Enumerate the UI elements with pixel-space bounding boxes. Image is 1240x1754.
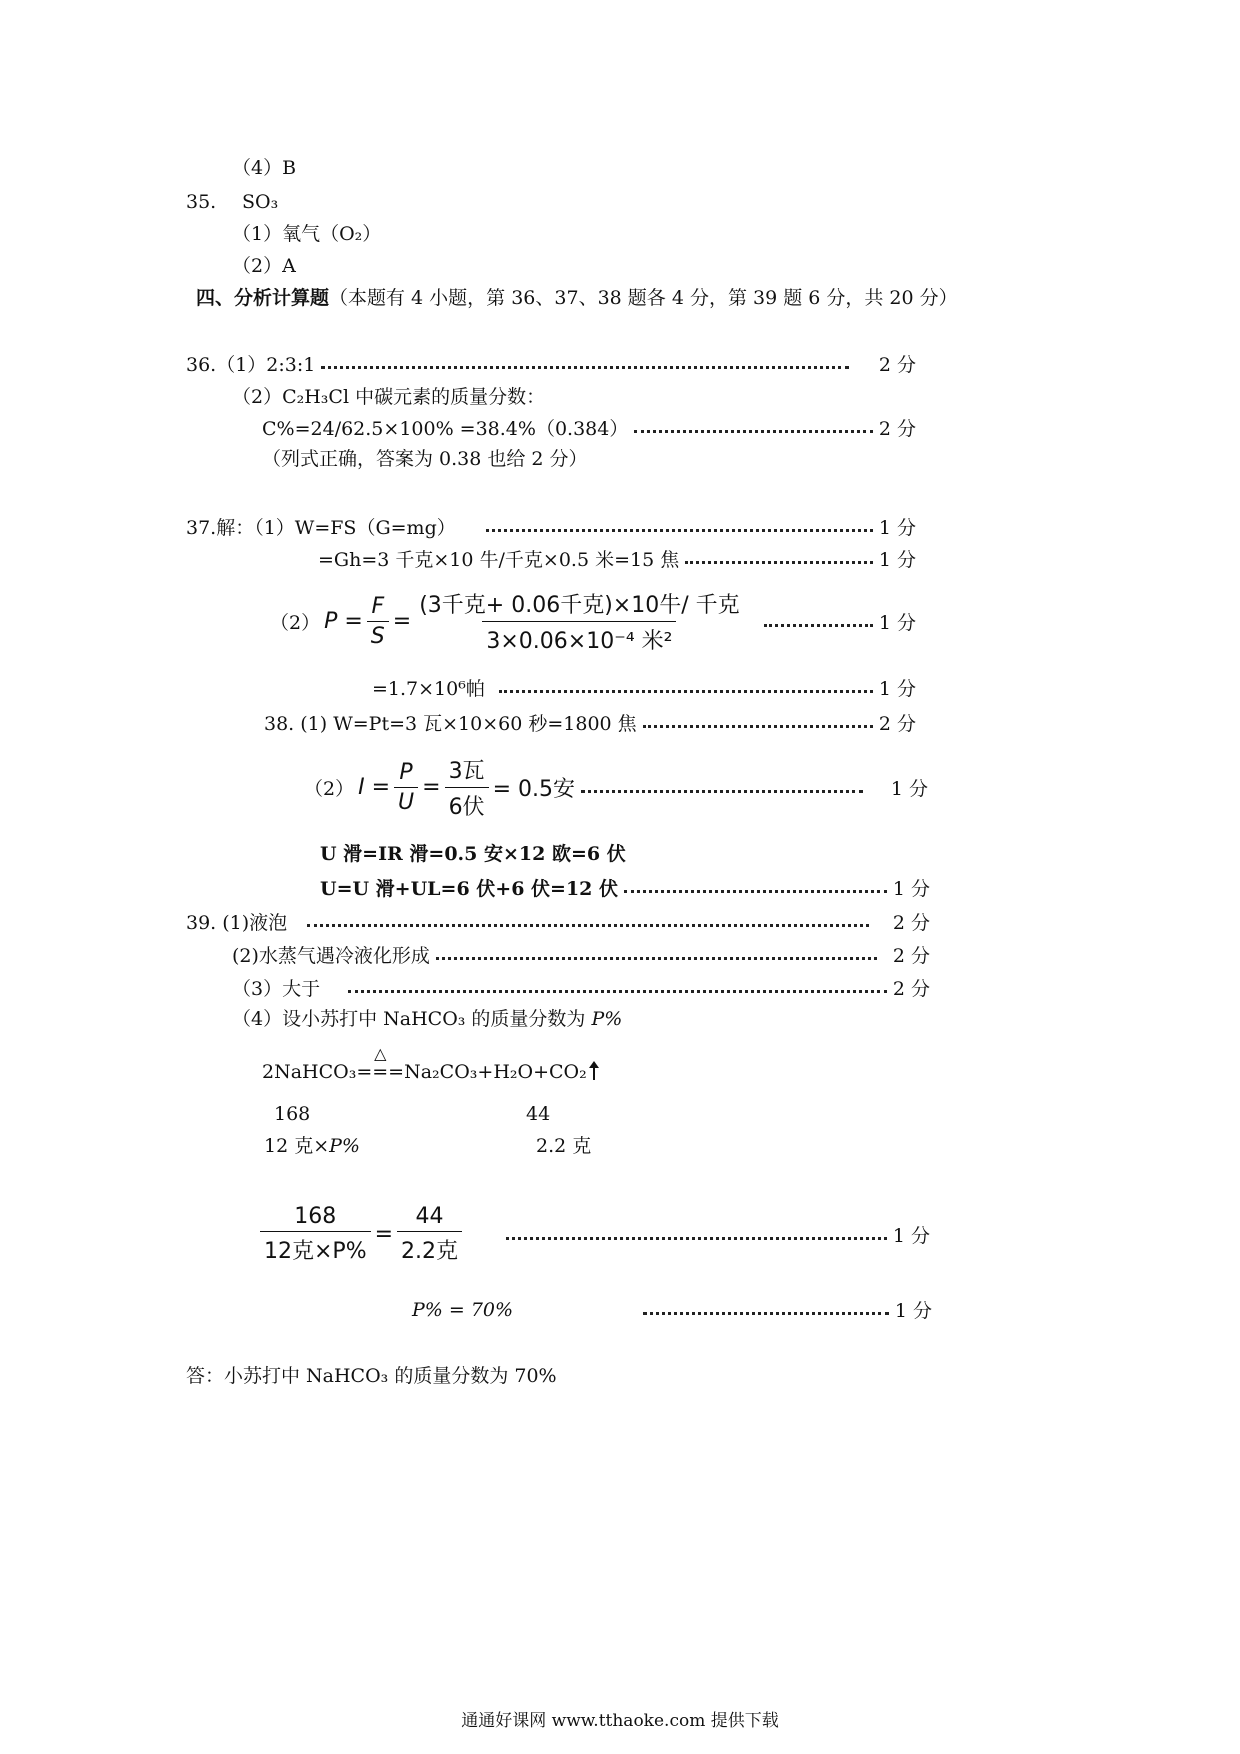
q37-line1 [186,513,916,540]
leader-dots [486,529,873,532]
leader-dots [499,690,873,693]
equation-products: Na₂CO₃+H₂O+CO₂ [404,1061,587,1083]
q36-part2: （2）C₂H₃Cl 中碳元素的质量分数： [232,386,546,408]
q39-part1: 39. (1)液泡 [186,912,288,934]
leader-dots [643,725,873,728]
q39-result: P% = 70% [412,1298,514,1321]
q39-part2-score: 2 分 [892,945,930,967]
q39-line1 [186,908,930,935]
q38-current-formula [304,754,928,821]
q36-line1 [186,350,916,377]
q38-line3: U 滑=IR 滑=0.5 安×12 欧=6 伏 [320,843,626,865]
q39-proportion [256,1204,930,1265]
q39-frac2-den: 2.2克 [397,1231,462,1265]
q39-part3-score: 2 分 [892,978,930,1000]
q37-p2-label: （2） [270,612,321,634]
q36-note: （列式正确，答案为 0.38 也给 2 分） [262,448,588,470]
leader-dots [643,1312,889,1315]
leader-dots [506,1237,887,1240]
q37-line4-score: 1 分 [878,678,916,700]
q38-line1 [264,709,916,736]
q38-p2-label: （2） [304,778,355,800]
heat-triangle-icon: △ [374,1044,387,1063]
q37-line4-text: =1.7×10⁶帕 [372,678,485,700]
q37-frac-num: F [371,594,385,619]
leader-dots [348,990,887,993]
q39-line4 [232,1007,622,1031]
q39-mass-1-var: P% [329,1135,360,1157]
q38-frac-den: U [394,787,418,815]
q39-answer: 答：小苏打中 NaHCO₃ 的质量分数为 70% [186,1365,557,1387]
q38-line4-text: U=U 滑+UL=6 伏+6 伏=12 伏 [320,878,619,900]
q35-part2: （2）A [232,255,296,277]
q37-p2-score: 1 分 [878,612,916,634]
q36-line3 [262,414,916,441]
q38-value-den: 6伏 [445,787,489,821]
q37-eq: = [392,609,412,634]
q38-line4 [320,874,930,901]
leader-dots [624,890,887,893]
q38-part1: 38. (1) W=Pt=3 瓦×10×60 秒=1800 焦 [264,713,637,735]
q39-molar-mass-2: 44 [526,1103,551,1125]
chemical-equation [262,1044,595,1084]
q39-part4: （4）设小苏打中 NaHCO₃ 的质量分数为 [232,1008,586,1030]
q38-line4-score: 1 分 [892,878,930,900]
q38-frac-num: P [399,760,413,785]
section-note: （本题有 4 小题，第 36、37、38 题各 4 分，第 39 题 6 分，共 20 分） [329,287,958,309]
q37-frac-den: S [367,621,389,649]
q37-pressure-formula [270,588,916,655]
q36-calc: C%=24/62.5×100% =38.4%（0.384） [262,418,629,440]
q39-part2: (2)水蒸气遇冷液化形成 [232,945,430,967]
section-heading [196,286,958,310]
q35-part1: （1）氧气（O₂） [232,223,382,245]
q38-fraction-pu [394,760,418,815]
q39-mass-2: 2.2 克 [536,1135,592,1157]
q39-result-line [412,1296,932,1323]
q38-fraction-values [445,754,489,821]
q39-part4-var: P% [591,1008,623,1030]
q37-line4 [372,674,916,701]
q39-frac1-den: 12克×P% [260,1231,371,1265]
q37-value-num: (3千克+ 0.06千克)×10牛/ 千克 [419,593,740,618]
q35-number: 35. [186,191,217,213]
equation-sign-text: === [356,1061,405,1083]
q39-result-score: 1 分 [894,1300,932,1322]
q37-head: 37.解：（1）W=FS（G=mg） [186,517,456,539]
equation-reactant: 2NaHCO₃ [262,1061,357,1083]
q37-line2-score: 1 分 [878,549,916,571]
q39-part1-score: 2 分 [892,912,930,934]
q39-mass-1 [264,1134,360,1158]
leader-dots [307,924,869,927]
section-title: 四、分析计算题 [196,287,330,309]
q35-formula: SO₃ [242,191,279,213]
leader-dots [685,561,873,564]
leader-dots [764,624,873,627]
q38-p2-score: 1 分 [890,778,928,800]
q38-value-num: 3瓦 [448,759,485,784]
gas-arrow-icon [593,1064,595,1080]
q37-fraction-values [415,588,743,655]
q39-mass-1-text: 12 克× [264,1135,330,1157]
q39-frac1-num: 168 [294,1204,337,1229]
q39-frac2-num: 44 [415,1204,444,1229]
q34-part4: （4）B [232,157,297,179]
q39-molar-mass-1: 168 [274,1103,311,1125]
q39-line2 [232,941,930,968]
q38-lhs: I = [358,775,391,800]
q37-line2 [318,545,916,572]
q37-head-score: 1 分 [878,517,916,539]
leader-dots [581,790,863,793]
q38-result: = 0.5安 [492,777,575,802]
leader-dots [436,957,877,960]
q38-eq: = [422,775,441,800]
q37-line2-text: =Gh=3 千克×10 牛/千克×0.5 米=15 焦 [318,549,680,571]
leader-dots [634,430,873,433]
q36-part1: 36.（1）2:3:1 [186,354,316,376]
q37-value-den: 3×0.06×10⁻⁴ 米² [482,621,676,655]
q38-part1-score: 2 分 [878,713,916,735]
q39-line3 [232,974,930,1001]
q37-lhs: P = [324,609,363,634]
q39-fraction-2 [397,1204,462,1265]
equation-sign [356,1044,405,1084]
q39-part3: （3）大于 [232,978,321,1000]
q39-proportion-eq: = [374,1222,394,1247]
leader-dots [321,366,848,369]
q36-part1-score: 2 分 [878,354,916,376]
q37-fraction-fs [367,594,389,649]
q39-proportion-score: 1 分 [892,1225,930,1247]
q39-fraction-1 [260,1204,371,1265]
q36-part2-score: 2 分 [878,418,916,440]
page-footer: 通通好课网 www.tthaoke.com 提供下载 [461,1711,779,1731]
